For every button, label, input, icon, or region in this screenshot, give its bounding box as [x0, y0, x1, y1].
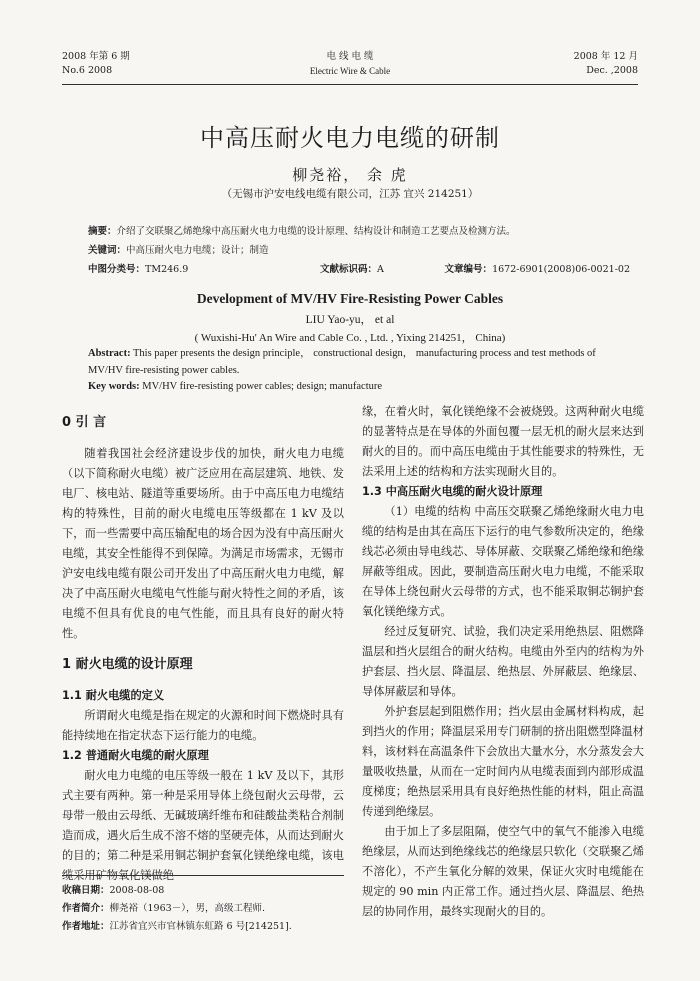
chinese-abstract: [88, 222, 630, 241]
keywords-label: 关键词：: [88, 245, 127, 256]
article-no-label: 文章编号：: [444, 264, 493, 275]
section-1-1-heading: 1.1 耐火电缆的定义: [62, 689, 165, 702]
clc-value: TM246.9: [145, 264, 189, 275]
english-abstract-label: Abstract:: [88, 348, 131, 359]
journal-name-en: Electric Wire & Cable: [309, 66, 391, 76]
english-title: Development of MV/HV Fire-Resisting Power Cables: [196, 291, 504, 306]
journal-name-cn: 电 线 电 缆: [326, 51, 374, 62]
clc-code: [88, 260, 188, 279]
doc-code-label: 文献标识码：: [320, 264, 378, 275]
issue-date-cn: 2008 年 12 月: [573, 51, 638, 62]
continued-paragraph: 缘，在着火时，氧化镁绝缘不会被烧毁。这两种耐火电缆的显著特点是在导体的外面包覆一层无机的耐火层来达到耐火的目的。而中高压电缆由于其性能要求的特殊性，无法采用上述的结构和方法实现耐火目的。: [362, 405, 644, 478]
english-keywords-label: Key words:: [88, 381, 140, 392]
chinese-keywords: [88, 241, 630, 260]
issue-date-en: Dec. ,2008: [586, 65, 638, 76]
received-label: 收稿日期：: [62, 885, 110, 896]
keywords-text: 中高压耐火电力电缆；设计；制造: [126, 245, 269, 256]
section-0-paragraph: 随着我国社会经济建设步伐的加快，耐火电力电缆（以下简称耐火电缆）被广泛应用在高层建筑、地铁、发电厂、核电站、隧道等重要场所。由于中高压电力电缆结构的特殊性，目前的耐火电缆电压等级都在 1 kV 及以下，而一些需要中高压输配电的场合因为没有中高压耐火电缆，其安全性能得不到保障。为满足市场需求，无锡市沪安电线电缆有限公司开发出了中高压耐火电力电缆，解决了中高压耐火电缆电气性能与耐火特性之间的矛盾，该电缆不但具有优良的电气性能，而且具有良好的耐火特性。: [62, 447, 344, 640]
classification-row: [88, 260, 630, 279]
english-abstract: [88, 346, 630, 379]
section-1-1-paragraph: 所谓耐火电缆是指在规定的火源和时间下燃烧时具有能持续地在指定状态下运行能力的电缆。: [62, 709, 344, 742]
journal-name: [62, 50, 638, 78]
english-keywords-text: MV/HV fire-resisting power cables; design; manufacture: [139, 381, 383, 392]
issue-number-cn: 2008 年第 6 期: [62, 51, 130, 62]
section-1-2-paragraph: 耐火电力电缆的电压等级一般在 1 kV 及以下，其形式主要有两种。第一种是采用导体上绕包耐火云母带，云母带一般由云母纸、无碱玻璃纤维布和硅酸盐类粘合剂制造而成，遇火后生成不溶不熔的坚硬壳体，从而达到耐火的目的；第二种是采用铜芯铜护套氧化镁绝缘电缆，该电缆采用矿物氧化镁做绝: [62, 769, 344, 882]
section-1-heading: 1 耐火电缆的设计原理: [62, 657, 193, 672]
article-authors: 柳尧裕， 余 虎: [292, 166, 408, 184]
chinese-abstract-block: [88, 222, 630, 279]
issue-date: [574, 50, 638, 78]
left-column: [62, 402, 344, 886]
author-bio-label: 作者简介：: [62, 903, 110, 914]
received-value: 2008-08-08: [109, 885, 165, 896]
issue-number-en: No.6 2008: [62, 65, 113, 76]
footnote: [62, 875, 344, 936]
section-1-3-paragraph-2: 经过反复研究、试验，我们决定采用绝热层、阻燃降温层和挡火层组合的耐火结构。电缆由外至内的结构为外护套层、挡火层、降温层、绝热层、外屏蔽层、绝缘层、导体屏蔽层和导体。: [362, 625, 644, 698]
abstract-label: 摘要：: [88, 226, 117, 237]
abstract-text: 介绍了交联聚乙烯绝缘中高压耐火电力电缆的设计原理、结构设计和制造工艺要点及检测方法。: [116, 226, 516, 237]
section-1-3-paragraph-1: （1）电缆的结构 中高压交联聚乙烯绝缘耐火电力电缆的结构是由其在高压下运行的电气参数所决定的，绝缘线芯必须由导电线芯、导体屏蔽、交联聚乙烯绝缘和绝缘屏蔽等组成。因此，要制造高压耐火电力电缆，不能采取在导体上绕包耐火云母带的方式，也不能采取铜芯铜护套氧化镁绝缘方式。: [362, 505, 644, 618]
doc-code-value: A: [377, 264, 384, 275]
received-date: [62, 882, 344, 900]
author-address-label: 作者地址：: [62, 921, 110, 932]
english-abstract-block: [88, 346, 630, 396]
article-title: 中高压耐火电力电缆的研制: [200, 124, 500, 152]
english-affiliation: ( Wuxishi-Hu' An Wire and Cable Co. , Ltd. , Yixing 214251， China): [194, 332, 506, 344]
author-address-value: 江苏省宜兴市官林镇东虹路 6 号[214251].: [109, 921, 292, 932]
right-column: [362, 402, 644, 922]
section-1-2-heading: 1.2 普通耐火电缆的耐火原理: [62, 749, 209, 762]
section-1-3-paragraph-3: 外护套层起到阻燃作用；挡火层由金属材料构成，起到挡火的作用；降温层采用专门研制的挤出阻燃型降温材料，该材料在高温条件下会放出大量水分，水分蒸发会大量吸收热量，从而在一定时间内从电缆表面到内部形成温度梯度；绝热层采用具有良好绝热性能的材料，阻止高温传递到绝缘层。: [362, 705, 644, 818]
english-keywords: [88, 379, 630, 396]
running-header: [62, 50, 638, 85]
author-bio-value: 柳尧裕（1963－），男，高级工程师.: [109, 903, 265, 914]
clc-label: 中图分类号：: [88, 264, 146, 275]
article-number: [445, 260, 630, 279]
author-bio: [62, 900, 344, 918]
section-1-3-paragraph-4: 由于加上了多层阻隔，使空气中的氧气不能渗入电缆绝缘层，从而达到绝缘线芯的绝缘层只软化（交联聚乙烯不溶化），不产生氧化分解的效果，保证火灾时电缆能在规定的 90 min 内正常工作。通过挡火层、降温层、绝热层的协同作用，最终实现耐火的目的。: [362, 825, 644, 918]
document-code: [320, 260, 384, 279]
section-1-3-heading: 1.3 中高压耐火电缆的耐火设计原理: [362, 485, 543, 498]
article-affiliation: （无锡市沪安电线电缆有限公司，江苏 宜兴 214251）: [221, 188, 479, 200]
author-address: [62, 918, 344, 936]
article-no-value: 1672-6901(2008)06-0021-02: [492, 264, 630, 275]
section-0-heading: 0 引 言: [62, 415, 107, 430]
english-authors: LIU Yao-yu， et al: [305, 314, 395, 326]
english-abstract-text: This paper presents the design principle， constructional design， manufacturing process and test methods of MV/HV fire-resisting power cables.: [88, 348, 596, 376]
